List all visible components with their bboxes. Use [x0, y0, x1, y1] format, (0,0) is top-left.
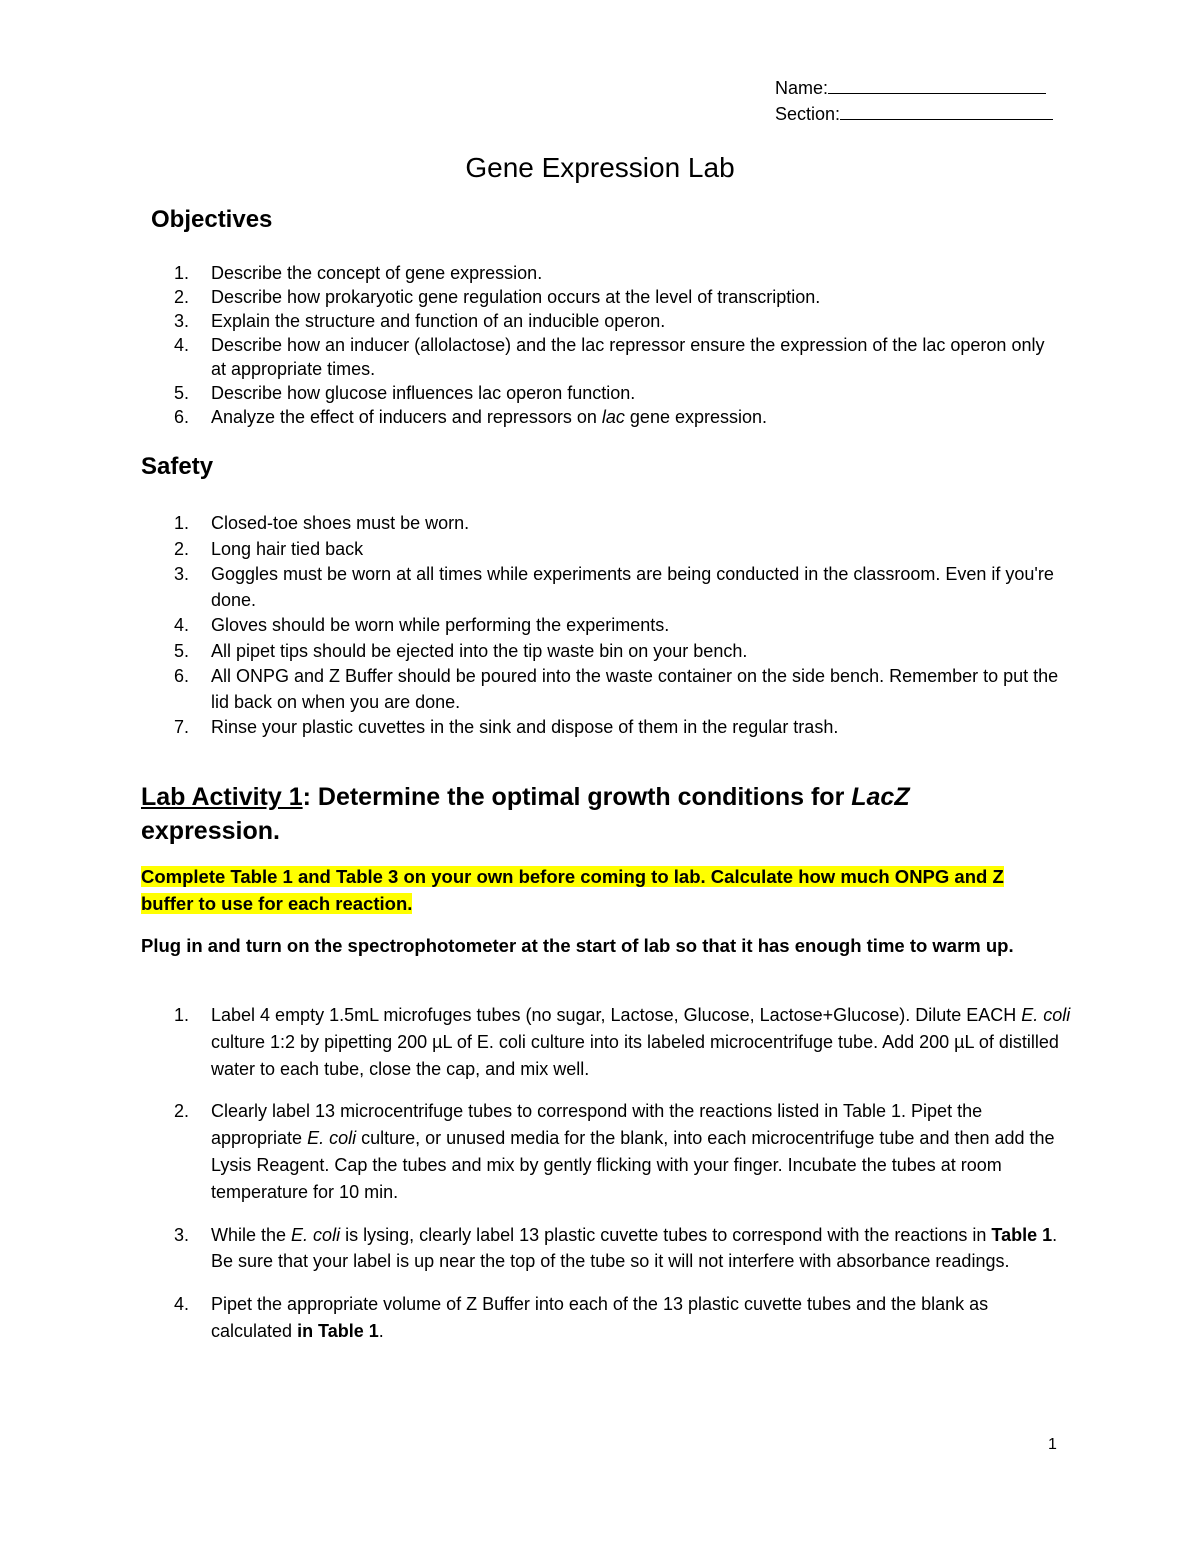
list-item: 3. Explain the structure and function of an inducible operon.	[174, 311, 666, 331]
name-field	[775, 76, 1046, 99]
safety-list	[141, 511, 1061, 741]
list-item: 7. Rinse your plastic cuvettes in the sink and dispose of them in the regular trash.	[174, 717, 839, 737]
objectives-list	[141, 261, 1061, 429]
lab-activity-title: Lab Activity 1: Determine the optimal growth conditions for LacZ expression.	[141, 783, 910, 845]
page-number: 1	[1048, 1436, 1057, 1453]
list-item: 2. Long hair tied back	[174, 538, 364, 559]
procedure-step: 4. Pipet the appropriate volume of Z Buffer into each of the 13 plastic cuvette tubes and the blank as calculated in Table 1.	[174, 1294, 989, 1341]
section-label: Section:	[775, 104, 841, 124]
safety-heading: Safety	[141, 453, 214, 480]
objectives-heading: Objectives	[151, 206, 273, 233]
page-title: Gene Expression Lab	[465, 152, 735, 183]
procedure-step: 2. Clearly label 13 microcentrifuge tubes to correspond with the reactions listed in Table 1. Pipet the appropriate E. coli culture, or unused media for the blank, into each microcentrifuge tube and then add the Lysis Reagent. Cap the tubes and mix by gently flicking with your finger. Incubate the tubes at room temperature for 10 min.	[174, 1101, 1055, 1202]
section-field	[775, 102, 1053, 125]
spectrophotometer-note: Plug in and turn on the spectrophotometer at the start of lab so that it has enough time to warm up.	[141, 935, 1014, 956]
list-item: 3. Goggles must be worn at all times while experiments are being conducted in the classroom. Even if you're done.	[174, 564, 1054, 610]
list-item: 1. Closed-toe shoes must be worn.	[174, 513, 470, 533]
list-item: 4. Describe how an inducer (allolactose) and the lac repressor ensure the expression of the lac operon only at appropriate times.	[174, 335, 1045, 379]
highlighted-instruction: Complete Table 1 and Table 3 on your own before coming to lab. Calculate how much ONPG and Z buffer to use for each reaction.	[141, 866, 1004, 914]
section-blank-line[interactable]	[840, 102, 1053, 120]
name-blank-line[interactable]	[828, 76, 1046, 94]
list-item: 4. Gloves should be worn while performing the experiments.	[174, 615, 670, 635]
list-item: 6. Analyze the effect of inducers and repressors on lac gene expression.	[174, 407, 768, 427]
list-item: 5. All pipet tips should be ejected into the tip waste bin on your bench.	[174, 640, 748, 661]
list-item: 1. Describe the concept of gene expression.	[174, 263, 543, 283]
lab-activity-label: Lab Activity 1	[141, 783, 303, 811]
list-item: 6. All ONPG and Z Buffer should be poured into the waste container on the side bench. Remember to put the lid back on when you are done.	[174, 666, 1059, 712]
list-item: 5. Describe how glucose influences lac operon function.	[174, 383, 636, 403]
procedure-step: 3. While the E. coli is lysing, clearly label 13 plastic cuvette tubes to correspond with the reactions in Table 1. Be sure that your label is up near the top of the tube so it will not interfere with absorbance readings.	[174, 1224, 1058, 1272]
list-item: 2. Describe how prokaryotic gene regulation occurs at the level of transcription.	[174, 287, 821, 307]
name-label: Name:	[775, 78, 829, 98]
procedure-step: 1. Label 4 empty 1.5mL microfuges tubes (no sugar, Lactose, Glucose, Lactose+Glucose). Dilute EACH E. coli culture 1:2 by pipetting 200 µL of E. coli culture into its labeled microcentrifuge tube. Add 200 µL of distilled water to each tube, close the cap, and mix well.	[174, 1005, 1071, 1079]
procedure-list	[141, 1002, 1071, 1361]
